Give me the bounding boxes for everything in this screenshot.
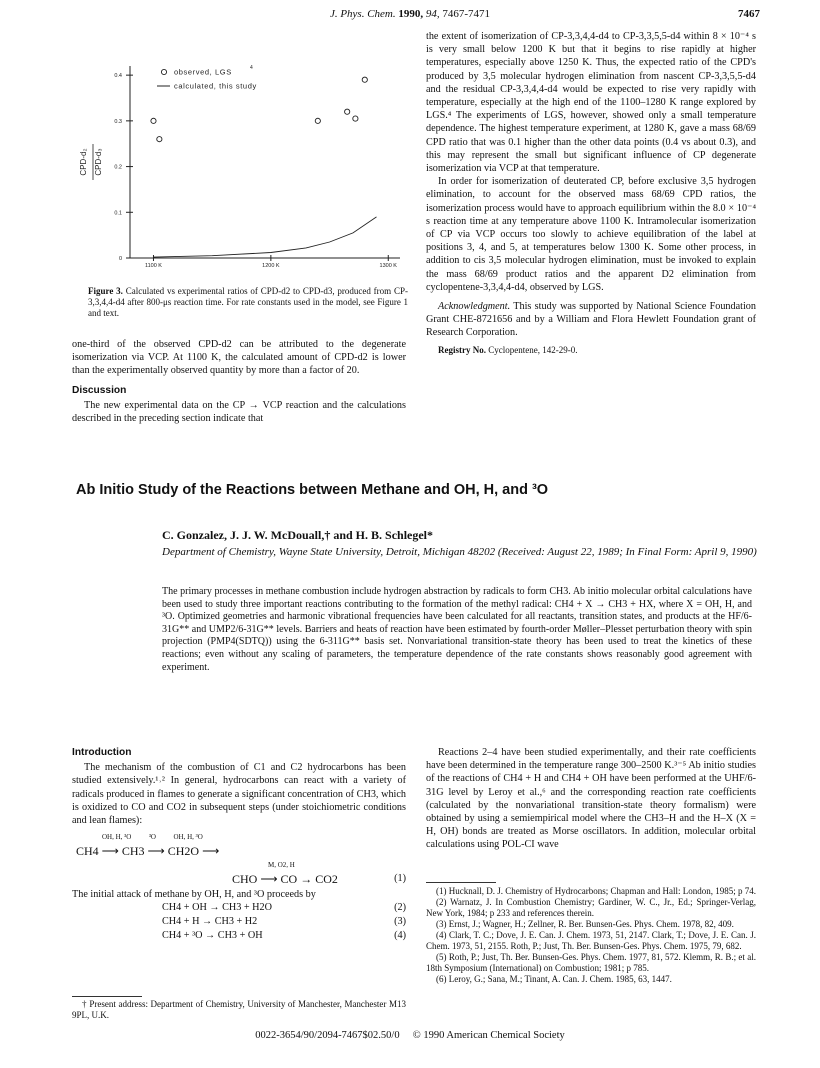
- running-header: [0, 8, 820, 28]
- paragraph: In order for isomerization of deuterated CP, before exclusive 3,5 hydrogen elimination, to account for the observed mass 68/69 CPD ratios, the isomerization process would have to approach equilibrium within the 8.0 × 10⁻⁴ s reaction time at any temperature above 1100 K. Intramolecular isomerization of CP via VCP occurs too slowly to achieve equilibration of the label at positions 3, 4, and 5, at temperatures below 1300 K. Some other process, in addition to cis 3,5 molecular hydrogen elimination, must be invoked to explain the mass 68/69 product ratios and the apparent D2 elimination from cyclopentene-3,3,4,4-d4, observed by LGS.: [426, 176, 756, 293]
- registry-text: Cyclopentene, 142-29-0.: [488, 344, 578, 355]
- references-list: [426, 886, 756, 985]
- journal-citation: [0, 8, 820, 20]
- present-address-footnote: [72, 999, 406, 1021]
- scheme-line-2: CHO ⟶ CO → CO2: [232, 872, 338, 887]
- observed-point: [157, 137, 162, 142]
- x-tick-label: 1200 K: [262, 263, 280, 269]
- observed-point: [345, 109, 350, 114]
- figure-label: Figure 3.: [88, 286, 123, 296]
- introduction-heading: Introduction: [72, 747, 132, 758]
- paragraph: The mechanism of the combustion of C1 and C2 hydrocarbons has been studied extensively.¹˒² In general, hydrocarbons can react with a variety of radicals produced in flames to generate a significant concentration of CH3, which is oxidized to CO and CO2 in subsequent steps (under stoichiometric conditions and lean flames):: [72, 762, 406, 827]
- scheme-line-1: CH4 ⟶ CH3 ⟶ CH2O ⟶: [76, 844, 220, 859]
- paragraph: The new experimental data on the CP → VCP reaction and the calculations described in the preceding section indicate that: [72, 399, 406, 425]
- x-tick-label: 1300 K: [379, 263, 397, 269]
- observed-point: [353, 116, 358, 121]
- equation-list: [72, 901, 406, 943]
- equation-number: (2): [394, 902, 406, 914]
- article-abstract: The primary processes in methane combustion include hydrogen abstraction by radicals to form CH3. Ab initio molecular orbital calculations have been used to study three important reactions contributing to the formation of the methyl radical: CH4 + X → CH3 + HX, where X = OH, H, and ³O. Optimized geometries and harmonic vibrational frequencies have been calculated for all reactants, transition states, and products at the HF/6-31G** and UMP2/6-31G** levels. Barriers and heats of reaction have been estimated by fourth-order Møller–Plesset perturbation theory with spin projection (PMP4(SDTQ)) using the 6-311G** basis set. Nonvariational transition-state theory has been used to treat the kinetics of these reactions; even without any scaling of parameters, the temperature dependence of the rate constants shows reasonably good agreement with experiment.: [162, 586, 752, 673]
- page-number: 7467: [738, 8, 760, 20]
- y-tick-label: 0.1: [114, 210, 122, 217]
- reference-item: (2) Warnatz, J. In Combustion Chemistry; Gardiner, W. C., Jr., Ed.; Springer-Verlag, New York, 1984; p 233 and references therein.: [426, 897, 756, 918]
- paragraph: one-third of the observed CPD-d2 can be attributed to the degenerate isomerization via VCP. At 1100 K, the calculated amount of CPD-d2 is lower than the experimentally observed quantity by more than a factor of 20.: [72, 339, 406, 377]
- journal-name: J. Phys. Chem.: [329, 8, 396, 20]
- equation-number: (1): [394, 873, 406, 885]
- scheme-line-2-label: M, O2, H: [268, 861, 295, 870]
- footnote-rule: [72, 996, 142, 997]
- discussion-heading: Discussion: [72, 384, 127, 396]
- acknowledgment-text: This study was supported by National Science Foundation Grant CHE-8721656 and by a William and Flora Hewlett Foundation grant of Research Corporation.: [426, 301, 756, 339]
- page-footer: [0, 1030, 820, 1041]
- paragraph: The initial attack of methane by OH, H, and ³O proceeds by: [72, 889, 316, 901]
- reaction-scheme: [72, 830, 406, 886]
- references-rule: [426, 882, 496, 883]
- legend-observed-label: observed, LGS: [174, 67, 232, 77]
- legend-observed-superscript: 4: [250, 65, 253, 71]
- reference-item: (3) Ernst, J.; Wagner, H.; Zellner, R. Ber. Bunsen-Ges. Phys. Chem. 1978, 82, 409.: [436, 919, 734, 929]
- figure-3-chart: [72, 58, 412, 284]
- y-tick-label: 0.2: [114, 164, 122, 171]
- y-tick-label: 0.3: [114, 118, 122, 125]
- equation: [72, 901, 406, 915]
- legend-calculated-label: calculated, this study: [174, 81, 257, 91]
- article-title: Ab Initio Study of the Reactions between Methane and OH, H, and ³O: [76, 482, 549, 498]
- introduction-right: [426, 746, 756, 852]
- equation-text: CH4 + ³O → CH3 + OH: [162, 930, 263, 942]
- reference-item: (1) Hucknall, D. J. Chemistry of Hydrocarbons; Chapman and Hall: London, 1985; p 74.: [436, 886, 756, 896]
- article-authors: C. Gonzalez, J. J. W. McDouall,† and H. B. Schlegel*: [162, 528, 434, 542]
- reference-item: (6) Leroy, G.; Sana, M.; Tinant, A. Can. J. Chem. 1985, 63, 1447.: [436, 974, 672, 984]
- journal-code: 0022-3654/90/2094-7467$02.50/0: [255, 1030, 400, 1041]
- y-tick-label: 0.4: [114, 73, 122, 80]
- equation: [72, 929, 406, 943]
- footnote-text: † Present address: Department of Chemistry, University of Manchester, Manchester M13 9PL, U.K.: [72, 999, 406, 1020]
- article-affiliation: Department of Chemistry, Wayne State University, Detroit, Michigan 48202 (Received: August 22, 1989; In Final Form: April 9, 1990): [162, 546, 757, 558]
- left-column-top: [72, 338, 406, 425]
- equation-number: (4): [394, 930, 406, 942]
- calculated-curve: [154, 217, 377, 257]
- acknowledgment-label: Acknowledgment.: [438, 301, 511, 313]
- legend-observed-marker: [161, 69, 166, 74]
- paragraph: the extent of isomerization of CP-3,3,4,4-d4 to CP-3,3,5,5-d4 within 8 × 10⁻⁴ s is very small below 1200 K but that it begins to rise rapidly at higher temperatures, especially above 1250 K. Thus, the expected ratio of the CPD's produced by 3,5 molecular hydrogen elimination from nascent CP-3,3,5,5-d4 and the residual CP-3,3,4,4-d4 would be expected to rise very rapidly with temperature, especially at the high end of the 1100–1280 K range explored by LGS.⁴ The experiments of LGS, however, showed only a small temperature dependence. The highest temperature experiment, at 1280 K, gave a mass 68/69 CPD ratio that was 0.1 higher than the other data points (0.4 vs about 0.3), and this may represent the small but significant influence of CP degenerate isomerization via VCP at that temperature.: [426, 31, 756, 175]
- paragraph: Reactions 2–4 have been studied experimentally, and their rate coefficients have been determined in the temperature range 300–2500 K.³⁻⁵ Ab initio studies of the reactions of CH4 + H and CH4 + OH have been performed at the UHF/6-31G level by Leroy et al.,⁶ and the corresponding reaction rate coefficients (calculated by the nonvariational transition-state theory formalism) were obtained by using a semiempirical model where the CH3–H and the H–X (X = H, OH) bonds are treated as Morse oscillators. In addition, molecular orbital calculations using POL-CI wave: [426, 747, 756, 851]
- observed-point: [315, 118, 320, 123]
- equation-text: CH4 + OH → CH3 + H2O: [162, 902, 272, 914]
- journal-pages: 7467-7471: [442, 8, 491, 20]
- equation-number: (3): [394, 916, 406, 928]
- scheme-labels: OH, H, ³O ³O OH, H, ³O: [102, 833, 203, 842]
- introduction-left: [72, 746, 406, 943]
- equation: [72, 915, 406, 929]
- registry-label: Registry No.: [438, 344, 486, 355]
- figure-caption-text: Calculated vs experimental ratios of CPD-d2 to CPD-d3, produced from CP-3,3,4,4-d4 after 800-μs reaction time. For rate constants used in the model, see Figure 1 and text.: [88, 286, 408, 318]
- y-axis-label-denominator: CPD-d₃: [94, 148, 103, 176]
- registry: [426, 344, 756, 357]
- right-column-top: [426, 30, 756, 357]
- journal-year: 1990,: [398, 8, 424, 20]
- reference-item: (4) Clark, T. C.; Dove, J. E. Can. J. Chem. 1973, 51, 2147. Clark, T.; Dove, J. E. Can. J. Chem. 1973, 51, 2155. Roth, P.; Just, Th. Ber. Bunsen-Ges. Phys. Chem. 1975, 79, 682.: [426, 930, 756, 951]
- copyright: © 1990 American Chemical Society: [412, 1030, 565, 1041]
- y-tick-label: 0: [118, 256, 122, 262]
- x-tick-label: 1100 K: [144, 263, 162, 269]
- journal-volume: 94,: [425, 8, 440, 20]
- equation-text: CH4 + H → CH3 + H2: [162, 916, 258, 928]
- reference-item: (5) Roth, P.; Just, Th. Ber. Bunsen-Ges. Phys. Chem. 1977, 81, 572. Klemm, R. B.; et al. 18th Symposium (International) on Combustion; 1981; p 785.: [426, 952, 756, 973]
- figure-caption: [88, 286, 408, 319]
- y-axis-label-numerator: CPD-d₂: [79, 148, 88, 176]
- observed-point: [151, 118, 156, 123]
- acknowledgment: [426, 300, 756, 340]
- observed-point: [362, 77, 367, 82]
